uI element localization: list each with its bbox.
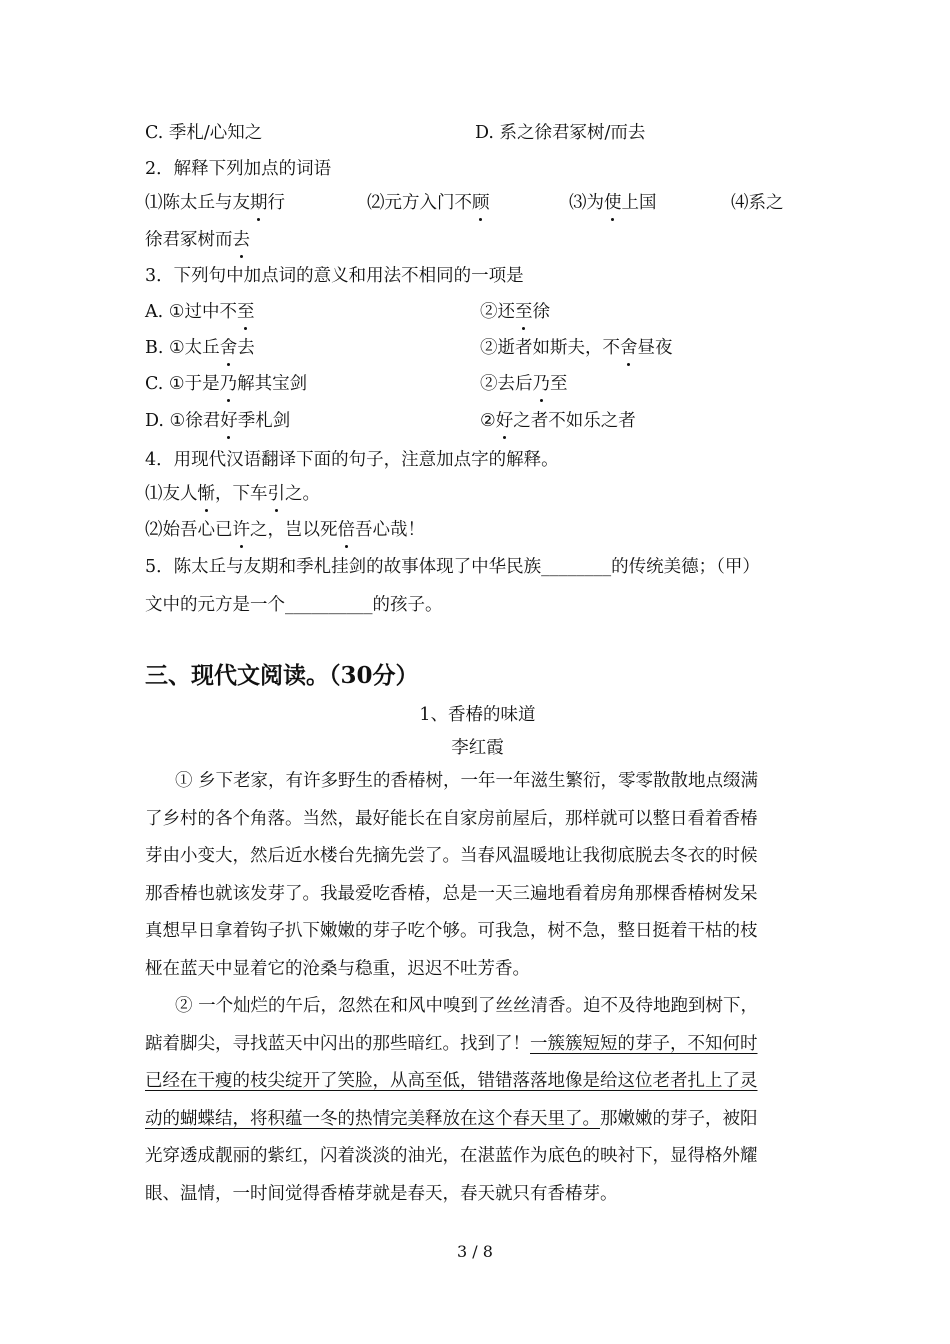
q3-option-b: B. ①太丘舍去 ②逝者如斯夫，不舍昼夜 xyxy=(145,335,810,361)
paragraph-1-line-2: 了乡村的各个角落。当然，最好能长在自家房前屋后，那样就可以整日看着香椿 xyxy=(145,809,758,829)
q3-prompt: 3．下列句中加点词的意义和用法不相同的一项是 xyxy=(145,266,524,286)
underlined-sentence: 动的蝴蝶结，将积蕴一冬的热情完美释放在这个春天里了。 xyxy=(145,1109,600,1129)
paragraph-1-line-1: ① 乡下老家，有许多野生的香椿树，一年一年滋生繁衍，零零散散地点缀满 xyxy=(175,771,759,791)
q2-item-3: ⑶为使上国 xyxy=(569,190,657,216)
q2-item-4: ⑷系之 xyxy=(731,193,784,213)
paragraph-2-line-1: ② 一个灿烂的午后，忽然在和风中嗅到了丝丝清香。迫不及待地跑到树下， xyxy=(175,996,759,1016)
page-number: 3 / 8 xyxy=(457,1242,493,1261)
article-author: 李红霞 xyxy=(451,738,504,758)
q3-option-c: C. ①于是乃解其宝剑 ②去后乃至 xyxy=(145,371,810,397)
paragraph-1-line-3: 芽由小变大，然后近水楼台先摘先尝了。当春风温暖地让我彻底脱去冬衣的时候 xyxy=(145,846,758,866)
paragraph-1-line-4: 那香椿也就该发芽了。我最爱吃香椿，总是一天三遍地看着房角那棵香椿树发呆 xyxy=(145,884,758,904)
paragraph-1-line-5: 真想早日拿着钩子扒下嫩嫩的芽子吃个够。可我急，树不急，整日挺着干枯的枝 xyxy=(145,921,758,941)
q4-prompt: 4．用现代汉语翻译下面的句子，注意加点字的解释。 xyxy=(145,450,559,470)
q4-sentence-1: ⑴友人惭，下车引之。 xyxy=(145,481,810,507)
paragraph-2-line-5: 光穿透成靓丽的紫红，闪着淡淡的油光，在湛蓝作为底色的映衬下，显得格外耀 xyxy=(145,1146,758,1166)
q2-items xyxy=(145,190,810,216)
underlined-sentence: 已经在干瘦的枝尖绽开了笑脸，从高至低，错错落落地像是给这位老者扎上了灵 xyxy=(145,1071,758,1091)
q5-line-1: 5．陈太丘与友期和季札挂剑的故事体现了中华民族________的传统美德；（甲） xyxy=(145,557,760,577)
article-title: 1、香椿的味道 xyxy=(419,705,536,725)
q3-option-d: D. ①徐君好季札剑 ②好之者不如乐之者 xyxy=(145,408,810,434)
q3-option-a: A. ①过中不至 ②还至徐 xyxy=(145,299,810,325)
underlined-sentence: 一簇簇短短的芽子，不知何时 xyxy=(530,1034,758,1054)
paragraph-2-line-2: 踮着脚尖，寻找蓝天中闪出的那些暗红。找到了！一簇簇短短的芽子，不知何时 xyxy=(145,1034,758,1054)
paragraph-2-line-3 xyxy=(145,1068,810,1094)
q2-item-2: ⑵元方入门不顾 xyxy=(367,190,490,216)
paragraph-1-line-6: 桠在蓝天中显着它的沧桑与稳重，迟迟不吐芳香。 xyxy=(145,959,530,979)
q1-option-c: C. 季札/心知之 xyxy=(145,123,263,143)
paragraph-2-line-6: 眼、温情，一时间觉得香椿芽就是春天，春天就只有香椿芽。 xyxy=(145,1184,618,1204)
q2-item-4-cont: 徐君冢树而去 xyxy=(145,227,810,253)
q5-line-2: 文中的元方是一个__________的孩子。 xyxy=(145,595,443,615)
paragraph-2-line-4: 动的蝴蝶结，将积蕴一冬的热情完美释放在这个春天里了。那嫩嫩的芽子，被阳 xyxy=(145,1109,758,1129)
q2-prompt: 2．解释下列加点的词语 xyxy=(145,159,332,179)
q1-option-d: D. 系之徐君冢树/而去 xyxy=(475,123,646,143)
q1-options-cd xyxy=(145,120,810,146)
section-heading: 三、现代文阅读。（30分） xyxy=(145,662,419,689)
q2-item-1: ⑴陈太丘与友期行 xyxy=(145,190,285,216)
q4-sentence-2: ⑵始吾心已许之，岂以死倍吾心哉！ xyxy=(145,517,810,543)
